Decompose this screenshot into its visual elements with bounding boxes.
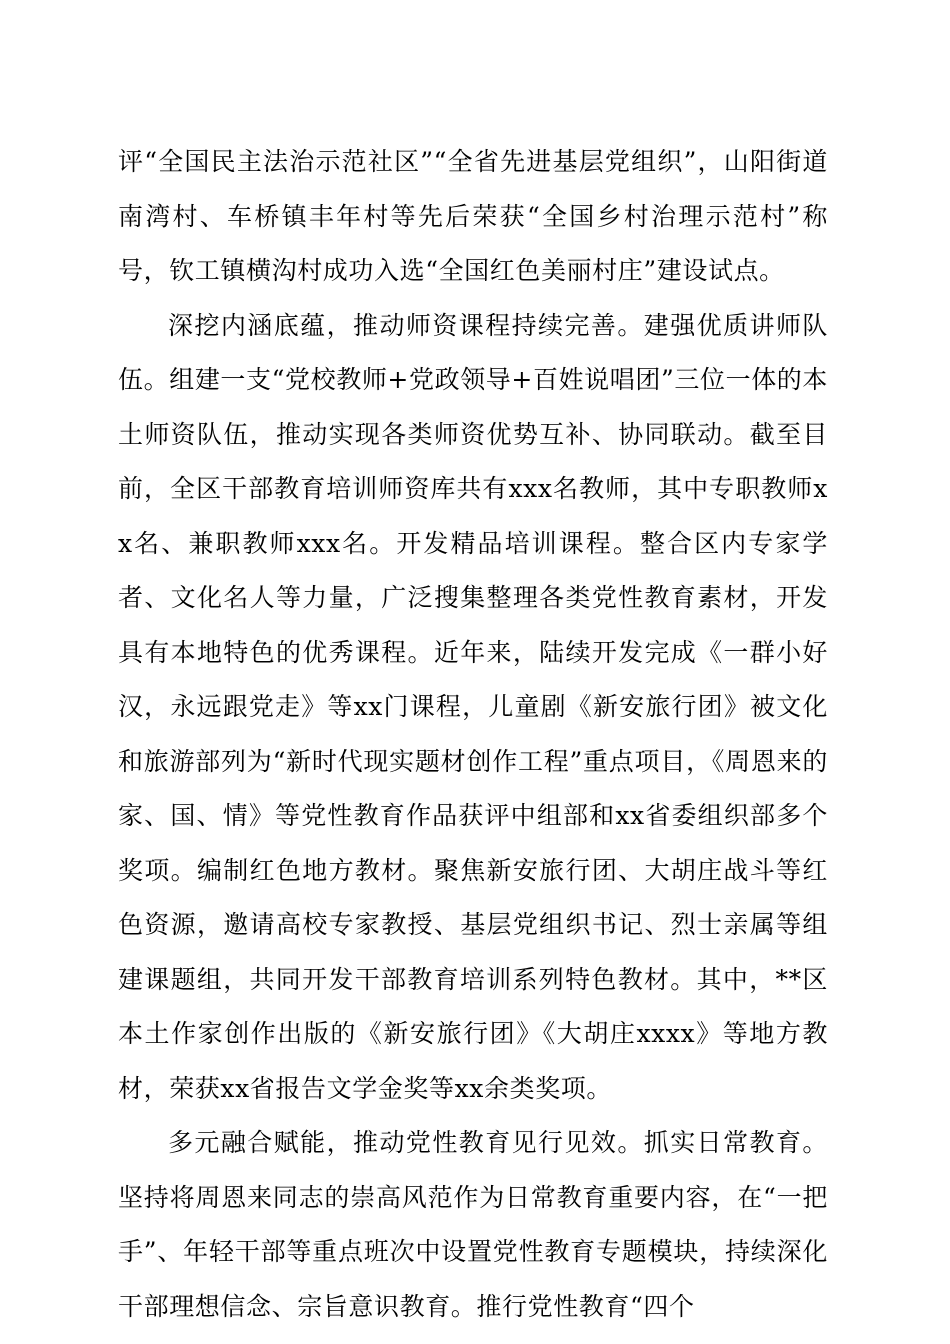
paragraph-3: 多元融合赋能，推动党性教育见行见效。抓实日常教育。坚持将周恩来同志的崇高风范作为日常教育重要内容，在“一把手”、年轻干部等重点班次中设置党性教育专题模块，持续深化干部理想信念、宗旨意识教育。推行党性教育“四个	[118, 1128, 828, 1321]
paragraph-1: 评“全国民主法治示范社区”“全省先进基层党组织”，山阳街道南湾村、车桥镇丰年村等先后荣获“全国乡村治理示范村”称号，钦工镇横沟村成功入选“全国红色美丽村庄”建设试点。	[118, 147, 828, 285]
document-body	[118, 135, 828, 1334]
paragraph-2: 深挖内涵底蕴，推动师资课程持续完善。建强优质讲师队伍。组建一支“党校教师+党政领导+百姓说唱团”三位一体的本土师资队伍，推动实现各类师资优势互补、协同联动。截至目前，全区干部教育培训师资库共有xxx名教师，其中专职教师xx名、兼职教师xxx名。开发精品培训课程。整合区内专家学者、文化名人等力量，广泛搜集整理各类党性教育素材，开发具有本地特色的优秀课程。近年来，陆续开发完成《一群小好汉，永远跟党走》等xx门课程，儿童剧《新安旅行团》被文化和旅游部列为“新时代现实题材创作工程”重点项目，《周恩来的家、国、情》等党性教育作品获评中组部和xx省委组织部多个奖项。编制红色地方教材。聚焦新安旅行团、大胡庄战斗等红色资源，邀请高校专家教授、基层党组织书记、烈士亲属等组建课题组，共同开发干部教育培训系列特色教材。其中，**区本土作家创作出版的《新安旅行团》《大胡庄xxxx》等地方教材，荣获xx省报告文学金奖等xx余类奖项。	[118, 310, 828, 1103]
